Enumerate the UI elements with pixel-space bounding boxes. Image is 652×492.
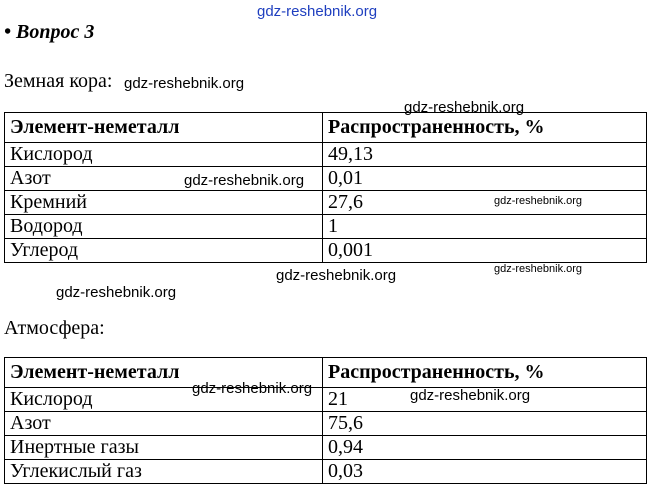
element-cell: Инертные газы [5,436,323,460]
table-header-row [5,358,647,388]
abundance-cell: 49,13 [323,143,647,167]
abundance-cell: 21 [323,388,647,412]
abundance-cell: 0,03 [323,460,647,484]
earth-crust-table [4,112,647,263]
abundance-cell: 0,001 [323,239,647,263]
table-row [5,460,647,484]
column-header-abundance: Распространенность, % [323,358,647,388]
element-cell: Водород [5,215,323,239]
element-cell: Кремний [5,191,323,215]
watermark: gdz-reshebnik.org [494,195,583,207]
table-row [5,239,647,263]
question-heading: • Вопрос 3 [4,21,95,43]
watermark: gdz-reshebnik.org [56,284,177,301]
element-cell: Кислород [5,388,323,412]
table-row [5,436,647,460]
section-label-atmosphere: Атмосфера: [4,317,105,339]
table-row [5,412,647,436]
watermark: gdz-reshebnik.org [192,380,313,397]
watermark: gdz-reshebnik.org [184,172,305,189]
column-header-abundance: Распространенность, % [323,113,647,143]
column-header-element: Элемент-неметалл [5,358,323,388]
watermark: gdz-reshebnik.org [494,263,583,275]
column-header-element: Элемент-неметалл [5,113,323,143]
table-row [5,215,647,239]
element-cell: Углерод [5,239,323,263]
abundance-cell: 27,6 [323,191,647,215]
section-label-earth-crust: Земная кора: [4,70,113,92]
abundance-cell: 1 [323,215,647,239]
table-row [5,167,647,191]
abundance-cell: 0,94 [323,436,647,460]
table-row [5,388,647,412]
watermark: gdz-reshebnik.org [410,387,531,404]
watermark: gdz-reshebnik.org [124,75,245,92]
table-row [5,143,647,167]
watermark: gdz-reshebnik.org [404,99,525,116]
element-cell: Углекислый газ [5,460,323,484]
abundance-cell: 0,01 [323,167,647,191]
element-cell: Кислород [5,143,323,167]
watermark-top: gdz-reshebnik.org [257,3,378,20]
table-header-row [5,113,647,143]
abundance-cell: 75,6 [323,412,647,436]
element-cell: Азот [5,412,323,436]
element-cell: Азот [5,167,323,191]
watermark: gdz-reshebnik.org [276,267,397,284]
atmosphere-table [4,357,647,484]
